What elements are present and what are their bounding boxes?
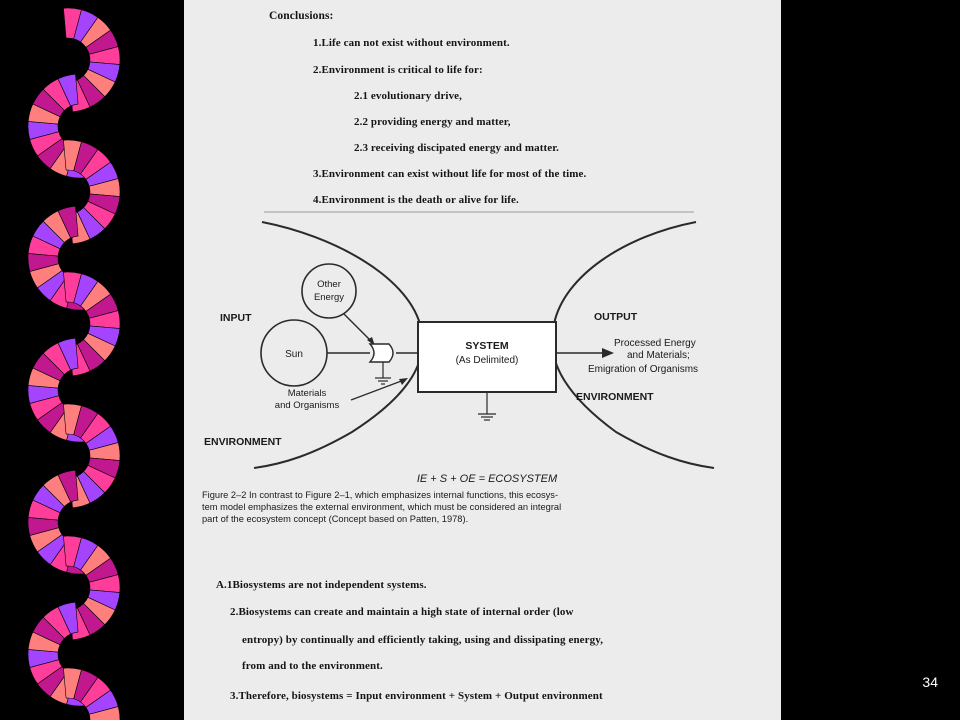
conclusion-item-2-2: 2.2 providing energy and matter, [354,116,511,128]
conclusion-item-2-3: 2.3 receiving discipated energy and matter. [354,142,560,154]
decorative-fan-ribbon [0,0,184,720]
materials-label-1: Materials [287,388,327,399]
conclusion-item-2: 2.Environment is critical to life for: [313,64,483,76]
system-sublabel: (As Delimited) [455,355,519,366]
ecosystem-equation: IE + S + OE = ECOSYSTEM [416,473,558,485]
biosystem-item-2: 2.Biosystems can create and maintain a high state of internal order (low [230,606,574,618]
biosystem-item-1: A.1Biosystems are not independent systems. [216,579,427,591]
conclusion-item-3: 3.Environment can exist without life for most of the time. [313,168,587,180]
other-energy-circle [302,264,356,318]
scanned-page [184,0,781,720]
input-gate [370,344,393,362]
slide-number: 34 [922,674,938,690]
environment-left-label: ENVIRONMENT [204,436,282,448]
biosystem-item-2-cont: entropy) by continually and efficiently taking, using and dissipating energy, [242,634,604,646]
conclusions-heading: Conclusions: [269,10,334,22]
conclusion-item-1: 1.Life can not exist without environment. [313,37,510,49]
sun-label: Sun [285,349,303,360]
materials-label-2: and Organisms [274,400,340,411]
other-energy-label-1: Other [317,279,341,290]
ecosystem-diagram [184,206,781,536]
output-text-2: and Materials; [627,350,690,361]
input-label: INPUT [220,312,252,324]
biosystem-item-2-cont2: from and to the environment. [242,660,383,672]
output-text-1: Processed Energy [614,338,696,349]
figure-caption-2: tem model emphasizes the external environment, which must be considered an integral [202,502,562,512]
environment-right-label: ENVIRONMENT [576,391,654,403]
figure-caption-1: Figure 2–2 In contrast to Figure 2–1, which emphasizes internal functions, this ecosys- [202,490,559,500]
output-label: OUTPUT [594,311,638,323]
system-label: SYSTEM [465,340,509,352]
figure-caption-3: part of the ecosystem concept (Concept based on Patten, 1978). [202,514,469,524]
other-energy-label-2: Energy [313,292,345,303]
conclusion-item-4: 4.Environment is the death or alive for life. [313,194,519,206]
conclusion-item-2-1: 2.1 evolutionary drive, [354,90,463,102]
output-text-3: Emigration of Organisms [588,364,699,375]
left-environment-curve [254,222,423,468]
biosystem-item-3: 3.Therefore, biosystems = Input environment + System + Output environment [230,690,603,702]
